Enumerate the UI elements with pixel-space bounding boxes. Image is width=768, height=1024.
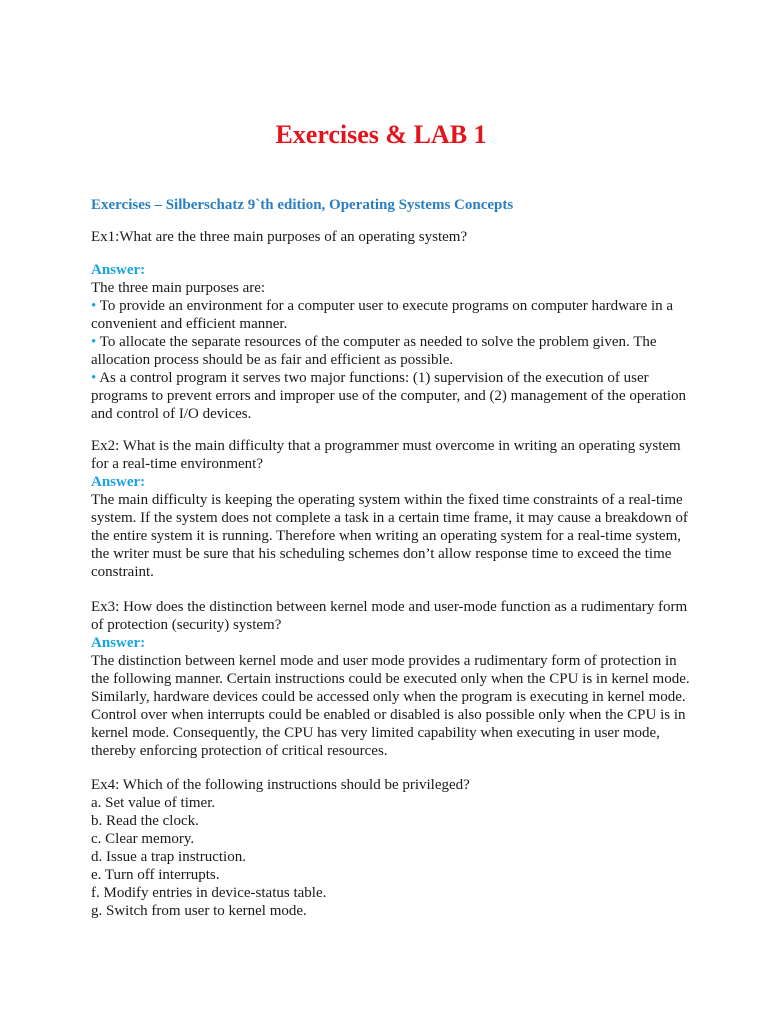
option-item: g. Switch from user to kernel mode. [91,903,307,919]
exercise-2 [91,437,691,581]
answer-label: Answer: [91,262,146,278]
option-item: c. Clear memory. [91,831,195,847]
exercise-3-answer: The distinction between kernel mode and user mode provides a rudimentary form of protection in the following manner. Certain instructions could be executed only when the CPU is in kernel mode. Similarly, hardware devices could be accessed only when the program is executing in kernel mode. Control over when interrupts could be enabled or disabled is also possible only when the CPU is in kernel mode. Consequently, the CPU has very limited capability when executing in user mode, thereby enforcing protection of critical resources. [91,653,690,759]
option-item: d. Issue a trap instruction. [91,849,246,865]
option-item: a. Set value of timer. [91,795,216,811]
exercise-1-question: Ex1:What are the three main purposes of an operating system? [91,229,468,245]
page-title: Exercises & LAB 1 [275,120,487,149]
exercise-4-question: Ex4: Which of the following instructions should be privileged? [91,777,470,793]
exercise-1 [91,228,691,246]
option-item: b. Read the clock. [91,813,199,829]
answer-bullet: • To provide an environment for a computer user to execute programs on computer hardware in a convenient and efficient manner. [91,298,674,332]
answer-label: Answer: [91,474,146,490]
exercise-2-answer: The main difficulty is keeping the operating system within the fixed time constraints of a real-time system. If the system does not complete a task in a certain time frame, it may cause a breakdown of the entire system it is running. Therefore when writing an operating system for a real-time system, the writer must be sure that his scheduling schemes don’t allow response time to exceed the time constraint. [91,492,688,580]
answer-label: Answer: [91,635,146,651]
exercise-3 [91,598,691,760]
bullet-glyph: • [91,334,97,350]
option-item: e. Turn off interrupts. [91,867,220,883]
exercise-2-question: Ex2: What is the main difficulty that a programmer must overcome in writing an operating system for a real-time environment? [91,438,681,472]
section-subtitle: Exercises – Silberschatz 9`th edition, Operating Systems Concepts [91,197,514,213]
exercise-4 [91,776,691,920]
bullet-glyph: • [91,298,97,314]
exercise-4-options [91,794,691,920]
answer-intro: The three main purposes are: [91,280,266,296]
answer-bullet: • To allocate the separate resources of the computer as needed to solve the problem given. The allocation process should be as fair and efficient as possible. [91,334,657,368]
option-item: f. Modify entries in device-status table. [91,885,327,901]
exercise-3-question: Ex3: How does the distinction between kernel mode and user-mode function as a rudimentary form of protection (security) system? [91,599,688,633]
bullet-glyph: • [91,370,97,386]
answer-bullet: • As a control program it serves two major functions: (1) supervision of the execution of user programs to prevent errors and improper use of the computer, and (2) management of the operation and control of I/O devices. [91,370,687,422]
exercise-1-answer [91,261,691,423]
